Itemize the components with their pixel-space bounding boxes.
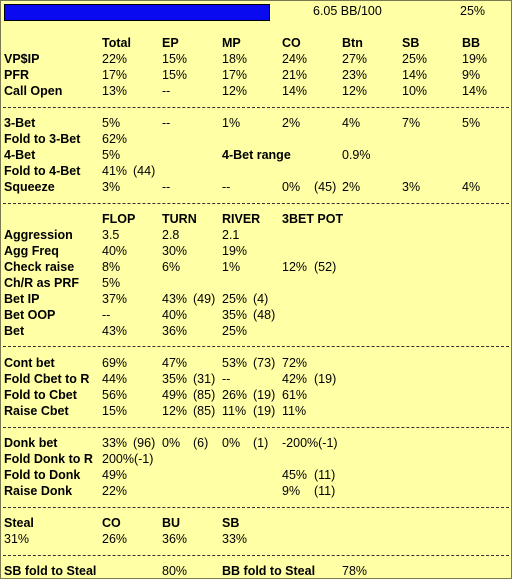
section-divider [3, 346, 509, 347]
aggression-river: 2.1 [222, 228, 240, 242]
col-ep: EP [162, 36, 179, 50]
fold-to-4bet-value: 41% [102, 164, 128, 178]
fold-to-4bet-count: (44) [133, 164, 156, 178]
steal-bu: 36% [162, 532, 188, 546]
squeeze-ep: -- [162, 180, 171, 194]
squeeze-co-count: (45) [314, 180, 337, 194]
section-divider [3, 203, 509, 204]
betoop-river: 35% [222, 308, 248, 322]
foldcbet-river-count: (19) [253, 388, 276, 402]
chr-as-prf-flop: 5% [102, 276, 121, 290]
section-divider [3, 107, 509, 108]
raisecbet-flop: 15% [102, 404, 128, 418]
fold-to-3bet-value: 62% [102, 132, 128, 146]
betip-river-count: (4) [253, 292, 269, 306]
foldcbet-3betpot: 61% [282, 388, 308, 402]
row-label-squeeze: Squeeze [4, 180, 55, 194]
col-flop: FLOP [102, 212, 136, 226]
threebet-bb: 5% [462, 116, 481, 130]
col-btn: Btn [342, 36, 363, 50]
row-label-fold-to-4bet: Fold to 4-Bet [4, 164, 81, 178]
threebet-sb: 7% [402, 116, 421, 130]
section-divider [3, 555, 509, 556]
row-label-chr-as-prf: Ch/R as PRF [4, 276, 80, 290]
bb-fold-to-steal-label: BB fold to Steal [222, 564, 316, 578]
vpip-btn: 27% [342, 52, 368, 66]
row-label-3bet: 3-Bet [4, 116, 36, 130]
donkbet-flop-count: (96) [133, 436, 156, 450]
aggression-flop: 3.5 [102, 228, 120, 242]
steal-co: 26% [102, 532, 128, 546]
callopen-sb: 10% [402, 84, 428, 98]
raisedonk-3betpot: 9% [282, 484, 301, 498]
steal-col-sb: SB [222, 516, 240, 530]
steal-sb: 33% [222, 532, 248, 546]
row-label-fold-to-cbet: Fold to Cbet [4, 388, 77, 402]
row-label-donk-bet: Donk bet [4, 436, 58, 450]
foldcbetr-flop: 44% [102, 372, 128, 386]
col-sb: SB [402, 36, 420, 50]
foldcbet-flop: 56% [102, 388, 128, 402]
steal-total: 31% [4, 532, 30, 546]
foldcbet-turn: 49% [162, 388, 188, 402]
section-divider [3, 427, 509, 428]
threebet-mp: 1% [222, 116, 241, 130]
donkbet-river: 0% [222, 436, 241, 450]
raisecbet-turn-count: (85) [193, 404, 216, 418]
foldcbetr-river: -- [222, 372, 231, 386]
row-label-bet-oop: Bet OOP [4, 308, 56, 322]
contbet-river-count: (73) [253, 356, 276, 370]
betoop-turn: 40% [162, 308, 188, 322]
row-label-raise-donk: Raise Donk [4, 484, 73, 498]
donkbet-turn-count: (6) [193, 436, 209, 450]
donkbet-3betpot: -200%(-1) [282, 436, 338, 450]
aggfreq-flop: 40% [102, 244, 128, 258]
sb-fold-to-steal-label: SB fold to Steal [4, 564, 97, 578]
fourbet-range-value: 0.9% [342, 148, 371, 162]
callopen-bb: 14% [462, 84, 488, 98]
row-label-check-raise: Check raise [4, 260, 75, 274]
folddonk-flop: 49% [102, 468, 128, 482]
betip-flop: 37% [102, 292, 128, 306]
col-total: Total [102, 36, 131, 50]
callopen-total: 13% [102, 84, 128, 98]
callopen-co: 14% [282, 84, 308, 98]
contbet-river: 53% [222, 356, 248, 370]
squeeze-co: 0% [282, 180, 301, 194]
squeeze-btn: 2% [342, 180, 361, 194]
checkraise-3betpot-count: (52) [314, 260, 337, 274]
steal-col-co: CO [102, 516, 121, 530]
betip-river: 25% [222, 292, 248, 306]
fourbet-range-label: 4-Bet range [222, 148, 291, 162]
pfr-co: 21% [282, 68, 308, 82]
row-label-call-open: Call Open [4, 84, 63, 98]
row-label-bet-ip: Bet IP [4, 292, 40, 306]
threebet-total: 5% [102, 116, 121, 130]
steal-header: Steal [4, 516, 34, 530]
fourbet-value: 5% [102, 148, 121, 162]
betip-turn-count: (49) [193, 292, 216, 306]
vpip-sb: 25% [402, 52, 428, 66]
col-turn: TURN [162, 212, 197, 226]
threebet-btn: 4% [342, 116, 361, 130]
pfr-mp: 17% [222, 68, 248, 82]
header-percent: 25% [460, 4, 486, 18]
winrate-text: 6.05 BB/100 [313, 4, 382, 18]
steal-col-bu: BU [162, 516, 181, 530]
foldcbetr-turn: 35% [162, 372, 188, 386]
folddonk-3betpot-count: (11) [314, 468, 336, 482]
donkbet-river-count: (1) [253, 436, 269, 450]
contbet-turn: 47% [162, 356, 188, 370]
pfr-ep: 15% [162, 68, 188, 82]
folddonkr-flop: 200%(-1) [102, 452, 154, 466]
pfr-total: 17% [102, 68, 128, 82]
aggfreq-river: 19% [222, 244, 248, 258]
vpip-ep: 15% [162, 52, 188, 66]
donkbet-turn: 0% [162, 436, 181, 450]
row-label-bet: Bet [4, 324, 25, 338]
raisecbet-river: 11% [222, 404, 247, 418]
raisedonk-flop: 22% [102, 484, 128, 498]
vpip-mp: 18% [222, 52, 248, 66]
col-river: RIVER [222, 212, 261, 226]
contbet-3betpot: 72% [282, 356, 308, 370]
row-label-fold-to-donk: Fold to Donk [4, 468, 81, 482]
betoop-river-count: (48) [253, 308, 276, 322]
folddonk-3betpot: 45% [282, 468, 308, 482]
aggression-turn: 2.8 [162, 228, 180, 242]
contbet-flop: 69% [102, 356, 128, 370]
sb-fold-to-steal-value: 80% [162, 564, 188, 578]
col-3bet-pot: 3BET POT [282, 212, 344, 226]
threebet-co: 2% [282, 116, 301, 130]
raisedonk-3betpot-count: (11) [314, 484, 336, 498]
betip-turn: 43% [162, 292, 188, 306]
checkraise-3betpot: 12% [282, 260, 308, 274]
foldcbet-turn-count: (85) [193, 388, 216, 402]
row-label-agg-freq: Agg Freq [4, 244, 59, 258]
row-label-cont-bet: Cont bet [4, 356, 55, 370]
squeeze-bb: 4% [462, 180, 481, 194]
raisecbet-turn: 12% [162, 404, 188, 418]
bet-river: 25% [222, 324, 248, 338]
row-label-fold-cbet-to-r: Fold Cbet to R [4, 372, 90, 386]
pfr-sb: 14% [402, 68, 428, 82]
foldcbetr-3betpot: 42% [282, 372, 308, 386]
callopen-ep: -- [162, 84, 171, 98]
row-label-vpip: VP$IP [4, 52, 40, 66]
foldcbetr-3betpot-count: (19) [314, 372, 337, 386]
vpip-bb: 19% [462, 52, 488, 66]
checkraise-river: 1% [222, 260, 241, 274]
squeeze-sb: 3% [402, 180, 421, 194]
col-co: CO [282, 36, 301, 50]
pfr-bb: 9% [462, 68, 481, 82]
bet-turn: 36% [162, 324, 188, 338]
vpip-co: 24% [282, 52, 308, 66]
row-label-pfr: PFR [4, 68, 29, 82]
callopen-mp: 12% [222, 84, 248, 98]
raisecbet-river-count: (19) [253, 404, 276, 418]
threebet-ep: -- [162, 116, 171, 130]
donkbet-flop: 33% [102, 436, 128, 450]
checkraise-flop: 8% [102, 260, 121, 274]
bet-flop: 43% [102, 324, 128, 338]
section-divider [3, 507, 509, 508]
vpip-total: 22% [102, 52, 128, 66]
aggfreq-turn: 30% [162, 244, 188, 258]
foldcbetr-turn-count: (31) [193, 372, 216, 386]
row-label-raise-cbet: Raise Cbet [4, 404, 69, 418]
callopen-btn: 12% [342, 84, 368, 98]
checkraise-turn: 6% [162, 260, 181, 274]
squeeze-total: 3% [102, 180, 121, 194]
col-bb: BB [462, 36, 481, 50]
row-label-fold-donk-to-r: Fold Donk to R [4, 452, 93, 466]
raisecbet-3betpot: 11% [282, 404, 307, 418]
betoop-flop: -- [102, 308, 111, 322]
pfr-btn: 23% [342, 68, 368, 82]
foldcbet-river: 26% [222, 388, 248, 402]
row-label-4bet: 4-Bet [4, 148, 36, 162]
squeeze-mp: -- [222, 180, 231, 194]
winrate-bar [4, 4, 270, 21]
row-label-fold-to-3bet: Fold to 3-Bet [4, 132, 81, 146]
bb-fold-to-steal-value: 78% [342, 564, 368, 578]
col-mp: MP [222, 36, 241, 50]
row-label-aggression: Aggression [4, 228, 73, 242]
